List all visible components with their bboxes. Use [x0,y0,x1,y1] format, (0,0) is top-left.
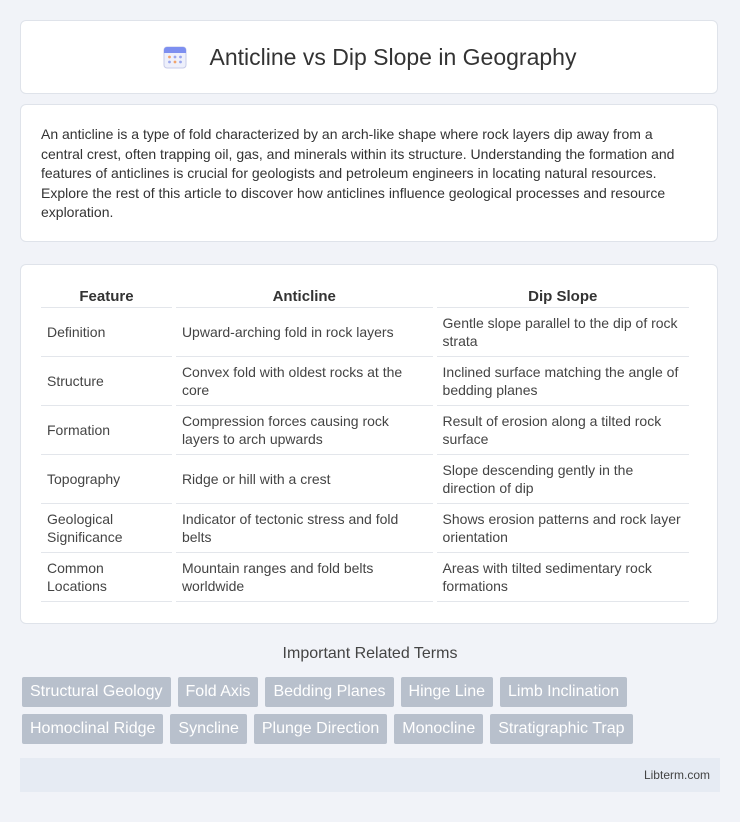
related-term-tag[interactable]: Structural Geology [22,677,171,707]
related-term-tag[interactable]: Bedding Planes [265,677,393,707]
cell-dip-slope: Shows erosion patterns and rock layer orientation [437,504,689,553]
intro-card [20,104,718,242]
footer-brand-link[interactable]: Libterm.com [643,768,710,782]
header-anticline: Anticline [176,285,433,308]
related-term-tag[interactable]: Monocline [394,714,483,744]
comparison-table-card [20,264,718,624]
related-term-tag[interactable]: Syncline [170,714,246,744]
cell-anticline: Indicator of tectonic stress and fold belts [176,504,433,553]
footer [20,758,720,792]
cell-dip-slope: Result of erosion along a tilted rock surface [437,406,689,455]
related-term-tag[interactable]: Fold Axis [178,677,259,707]
cell-feature: Definition [41,308,172,357]
cell-feature: Structure [41,357,172,406]
table-row [41,504,689,553]
related-terms-title: Important Related Terms [282,645,458,662]
header-feature: Feature [41,285,172,308]
title-card [20,20,718,94]
cell-anticline: Convex fold with oldest rocks at the core [176,357,433,406]
comparison-table [37,285,693,602]
cell-anticline: Upward-arching fold in rock layers [176,308,433,357]
calendar-icon [162,44,188,70]
table-row [41,357,689,406]
header-dip-slope: Dip Slope [437,285,689,308]
cell-anticline: Mountain ranges and fold belts worldwide [176,553,433,602]
table-row [41,553,689,602]
table-header-row [41,285,689,308]
cell-dip-slope: Areas with tilted sedimentary rock formations [437,553,689,602]
cell-feature: Formation [41,406,172,455]
related-term-tag[interactable]: Limb Inclination [500,677,627,707]
page-title: Anticline vs Dip Slope in Geography [209,43,577,70]
cell-feature: Topography [41,455,172,504]
cell-feature: Geological Significance [41,504,172,553]
table-row [41,455,689,504]
cell-dip-slope: Slope descending gently in the direction of dip [437,455,689,504]
cell-anticline: Compression forces causing rock layers to arch upwards [176,406,433,455]
related-term-tag[interactable]: Stratigraphic Trap [490,714,632,744]
cell-anticline: Ridge or hill with a crest [176,455,433,504]
table-row [41,308,689,357]
cell-feature: Common Locations [41,553,172,602]
cell-dip-slope: Inclined surface matching the angle of bedding planes [437,357,689,406]
related-term-tag[interactable]: Homoclinal Ridge [22,714,163,744]
related-term-tag[interactable]: Plunge Direction [254,714,387,744]
table-row [41,406,689,455]
related-term-tag[interactable]: Hinge Line [401,677,494,707]
cell-dip-slope: Gentle slope parallel to the dip of rock strata [437,308,689,357]
intro-text: An anticline is a type of fold characterized by an arch-like shape where rock layers dip away from a central crest, often trapping oil, gas, and minerals within its structure. Understanding the formation and features of anticlines is crucial for geologists and petroleum engineers in locating natural resources. Explore the rest of this article to discover how anticlines influence geological processes and resource exploration. [41,126,675,220]
related-terms-list [22,677,722,744]
